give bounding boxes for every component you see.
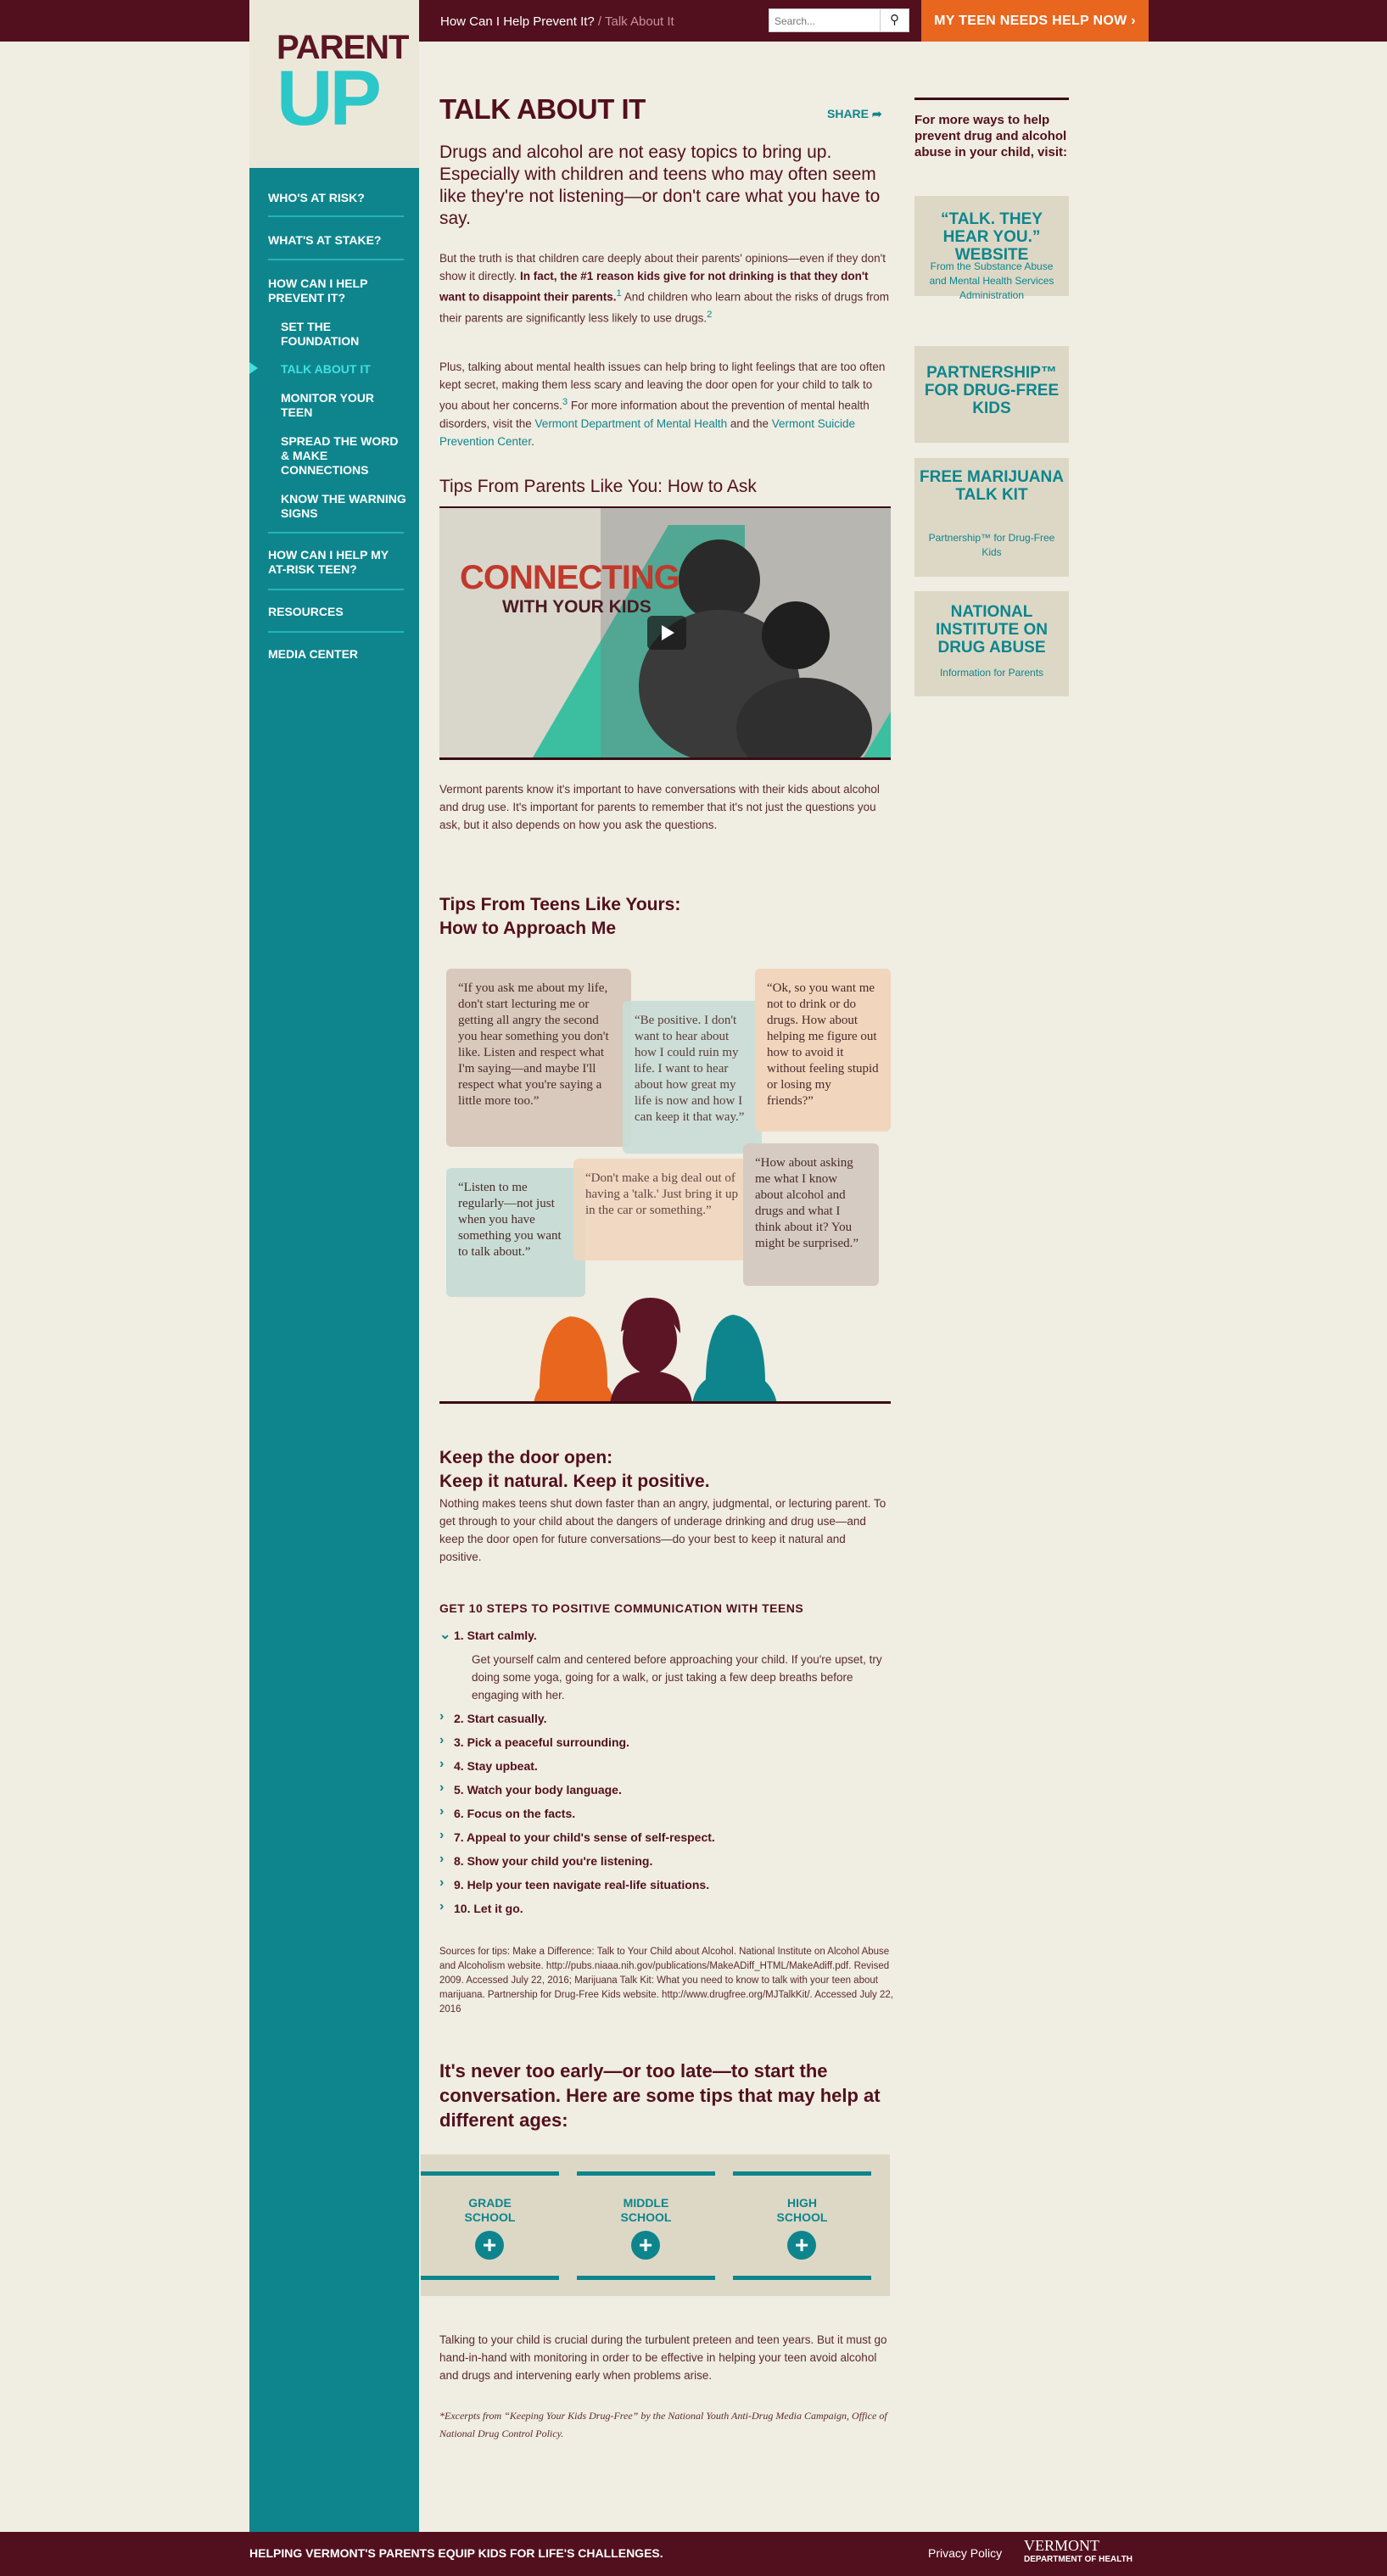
nav-divider bbox=[268, 532, 404, 534]
breadcrumb-parent-link[interactable]: How Can I Help Prevent It? bbox=[440, 14, 595, 29]
footer-tagline: HELPING VERMONT'S PARENTS EQUIP KIDS FOR LIFE'S CHALLENGES. bbox=[249, 2546, 663, 2560]
card-title: “TALK. THEY HEAR YOU.” WEBSITE bbox=[941, 210, 1043, 264]
age-label bbox=[577, 2196, 715, 2225]
card-subtitle: From the Substance Abuse and Mental Health Services Administration bbox=[929, 260, 1054, 301]
step-toggle-1[interactable]: 1. Start calmly. bbox=[454, 1629, 537, 1642]
age-label-line1: GRADE bbox=[468, 2196, 512, 2210]
door-paragraph: Nothing makes teens shut down faster than an angry, judgmental, or lecturing parent. To get through to your child about the dangers of underage drinking and drug use—and keep the door open for future conversations—do your best to keep it natural and positive. bbox=[439, 1497, 886, 1563]
search-box bbox=[769, 8, 909, 32]
resources-heading: For more ways to help prevent drug and alcohol abuse in your child, visit: bbox=[914, 98, 1069, 160]
nav-sub-set-the-foundation[interactable]: SET THE FOUNDATION bbox=[281, 320, 360, 348]
help-button-label: MY TEEN NEEDS HELP NOW bbox=[934, 14, 1127, 28]
card-subtitle: Information for Parents bbox=[939, 667, 1044, 679]
card-talk-they-hear-you[interactable] bbox=[914, 196, 1069, 301]
card-subtitle: Partnership™ for Drug-Free Kids bbox=[928, 532, 1055, 558]
mental-health-paragraph bbox=[439, 358, 891, 450]
chevron-down-icon[interactable]: ⌄ bbox=[439, 1628, 451, 1642]
p2-text-4: . bbox=[531, 434, 534, 448]
footnote-1-link[interactable]: 1 bbox=[616, 288, 622, 299]
breadcrumb-separator: / bbox=[594, 14, 605, 29]
age-label-line1: HIGH bbox=[787, 2196, 817, 2210]
nav-divider bbox=[268, 589, 404, 590]
divider bbox=[439, 1401, 891, 1404]
age-high-school[interactable] bbox=[733, 2171, 871, 2280]
teen-quote: “Ok, so you want me not to drink or do drugs. How about helping me figure out how to avoid it without feeling stupid or losing my friends?” bbox=[755, 969, 891, 1132]
intro-paragraph bbox=[439, 249, 891, 327]
teen-quote: “Be positive. I don't want to hear about how I could ruin my life. I want to hear about how great my life is now and how I can keep it that way.” bbox=[623, 1001, 762, 1154]
chevron-right-icon[interactable]: › bbox=[439, 1757, 445, 1771]
step-toggle-10[interactable]: 10. Let it go. bbox=[454, 1902, 523, 1915]
teen-quote: “Listen to me regularly—not just when you have something you want to talk about.” bbox=[446, 1168, 585, 1297]
footnote-2-link[interactable]: 2 bbox=[707, 309, 713, 320]
step-toggle-2[interactable]: 2. Start casually. bbox=[454, 1712, 547, 1725]
search-icon: ⚲ bbox=[890, 13, 899, 27]
ages-heading: It's never too early—or too late—to start the conversation. Here are some tips that may help at different ages: bbox=[439, 2060, 881, 2131]
video-title-connecting: CONNECTING bbox=[460, 559, 680, 596]
search-input[interactable] bbox=[775, 13, 876, 30]
chevron-right-icon[interactable]: › bbox=[439, 1899, 445, 1914]
p2-text-2: For more information about the prevention of mental health disorders, visit the bbox=[439, 399, 870, 430]
nav-sub-monitor-your-teen[interactable]: MONITOR YOUR TEEN bbox=[281, 391, 374, 419]
chevron-right-icon[interactable]: › bbox=[439, 1852, 445, 1866]
step-1-detail: Get yourself calm and centered before approaching your child. If you're upset, try doing some yoga, going for a walk, or just taking a few deep breaths before engaging with her. bbox=[472, 1653, 882, 1702]
plus-icon[interactable]: + bbox=[787, 2231, 816, 2260]
nav-divider bbox=[268, 631, 404, 633]
privacy-policy-link[interactable]: Privacy Policy bbox=[928, 2546, 1003, 2560]
video-caption: Vermont parents know it's important to have conversations with their kids about alcohol and drug use. It's important for parents to remember that it's not just the questions you ask, but it also depends on how you ask the questions. bbox=[439, 783, 880, 831]
chevron-right-icon[interactable]: › bbox=[439, 1780, 445, 1795]
door-heading bbox=[439, 1446, 898, 1494]
card-marijuana-talk-kit[interactable] bbox=[914, 458, 1069, 577]
chevron-right-icon[interactable]: › bbox=[439, 1875, 445, 1890]
age-middle-school[interactable] bbox=[577, 2171, 715, 2280]
nav-sub-talk-about-it[interactable]: TALK ABOUT IT bbox=[281, 362, 371, 376]
p2-text: Plus, talking about mental health issues can help bring to light feelings that are too often kept secret, making them less scary and leaving the door open for your child to talk to you about her concerns. bbox=[439, 360, 886, 412]
age-label-line2: SCHOOL bbox=[620, 2210, 672, 2224]
video-player[interactable] bbox=[439, 508, 891, 757]
chevron-right-icon[interactable]: › bbox=[439, 1709, 445, 1724]
vermont-health-logo[interactable] bbox=[1024, 2537, 1133, 2564]
nav-sub-spread-the-word[interactable]: SPREAD THE WORD & MAKE CONNECTIONS bbox=[281, 434, 399, 477]
footer bbox=[0, 2532, 1387, 2576]
nav-at-risk-teen[interactable]: HOW CAN I HELP MY AT-RISK TEEN? bbox=[268, 548, 389, 576]
vt-mental-health-link[interactable]: Vermont Department of Mental Health bbox=[534, 416, 728, 430]
chevron-right-icon[interactable]: › bbox=[439, 1733, 445, 1747]
steps-title: GET 10 STEPS TO POSITIVE COMMUNICATION WITH TEENS bbox=[439, 1601, 804, 1615]
nav-resources[interactable]: RESOURCES bbox=[268, 605, 344, 618]
vt-logo-dept: DEPARTMENT OF HEALTH bbox=[1024, 2555, 1133, 2564]
step-toggle-4[interactable]: 4. Stay upbeat. bbox=[454, 1759, 538, 1773]
logo-text-parent: PARENT bbox=[277, 29, 409, 66]
step-toggle-9[interactable]: 9. Help your teen navigate real-life situations. bbox=[454, 1878, 710, 1891]
teens-heading-line1: Tips From Teens Like Yours: bbox=[439, 895, 681, 914]
divider bbox=[439, 757, 891, 760]
nav-how-can-i-help-prevent[interactable]: HOW CAN I HELP PREVENT IT? bbox=[268, 277, 368, 305]
p1-text-2: And children who learn about the risks of drugs from their parents are significantly less likely to use drugs. bbox=[439, 290, 889, 324]
step-toggle-6[interactable]: 6. Focus on the facts. bbox=[454, 1807, 576, 1820]
teens-heading-line2: How to Approach Me bbox=[439, 919, 617, 938]
share-label: SHARE bbox=[827, 107, 870, 120]
teens-illustration bbox=[529, 1272, 801, 1404]
breadcrumb-current: Talk About It bbox=[605, 14, 674, 29]
step-toggle-8[interactable]: 8. Show your child you're listening. bbox=[454, 1854, 653, 1868]
age-grade-school[interactable] bbox=[421, 2171, 559, 2280]
age-label-line2: SCHOOL bbox=[776, 2210, 828, 2224]
age-label bbox=[421, 2196, 559, 2225]
card-partnership-drug-free-kids[interactable] bbox=[914, 346, 1069, 443]
card-national-institute-drug-abuse[interactable] bbox=[914, 591, 1069, 696]
share-arrow-icon: ➦ bbox=[871, 107, 882, 120]
nav-whos-at-risk[interactable]: WHO'S AT RISK? bbox=[268, 191, 365, 204]
vt-logo-name: VERMONT bbox=[1024, 2537, 1099, 2554]
plus-icon[interactable]: + bbox=[475, 2231, 504, 2260]
vt-suicide-prevention-link[interactable]: Vermont Suicide Prevention Center bbox=[439, 416, 856, 448]
closing-paragraph: Talking to your child is crucial during the turbulent preteen and teen years. But it must go hand-in-hand with monitoring in order to be effective in helping your teen avoid alcohol and drugs and intervening early when problems arise. bbox=[439, 2333, 887, 2382]
door-heading-line2: Keep it natural. Keep it positive. bbox=[439, 1472, 710, 1491]
nav-divider bbox=[268, 215, 404, 217]
video-title-with-your-kids: WITH YOUR KIDS bbox=[502, 597, 652, 617]
nav-whats-at-stake[interactable]: WHAT'S AT STAKE? bbox=[268, 233, 382, 247]
teen-quote: “How about asking me what I know about alcohol and drugs and what I think about it? You might be surprised.” bbox=[743, 1143, 879, 1286]
step-toggle-3[interactable]: 3. Pick a peaceful surrounding. bbox=[454, 1735, 629, 1749]
video-heading: Tips From Parents Like You: How to Ask bbox=[439, 477, 757, 496]
age-label-line1: MIDDLE bbox=[623, 2196, 669, 2210]
card-title: PARTNERSHIP™ FOR DRUG-FREE KIDS bbox=[924, 364, 1060, 417]
top-bar bbox=[0, 0, 1387, 42]
logo-text-up: UP bbox=[277, 55, 378, 142]
step-toggle-5[interactable]: 5. Watch your body language. bbox=[454, 1783, 622, 1796]
teen-quote: “If you ask me about my life, don't start lecturing me or getting all angry the second you hear something you don't like. Listen and respect what I'm saying—and maybe I'll respect what you're saying a little more too.” bbox=[446, 969, 631, 1147]
card-title: FREE MARIJUANA TALK KIT bbox=[920, 468, 1064, 504]
sidebar bbox=[249, 0, 419, 2532]
chevron-right-icon[interactable]: › bbox=[439, 1828, 445, 1842]
step-toggle-7[interactable]: 7. Appeal to your child's sense of self-respect. bbox=[454, 1830, 715, 1844]
teen-quote: “Don't make a big deal out of having a 'talk.' Just bring it up in the car or something.” bbox=[573, 1159, 760, 1260]
nav-divider bbox=[268, 259, 404, 260]
footnote-3-link[interactable]: 3 bbox=[562, 397, 568, 407]
teens-heading bbox=[439, 893, 898, 941]
active-indicator-arrow bbox=[249, 362, 258, 374]
door-heading-line1: Keep the door open: bbox=[439, 1448, 613, 1467]
share-button[interactable] bbox=[827, 107, 882, 121]
p2-text-3: and the bbox=[727, 416, 772, 430]
chevron-right-icon[interactable]: › bbox=[439, 1804, 445, 1819]
plus-icon[interactable]: + bbox=[631, 2231, 660, 2260]
sources-text: Sources for tips: Make a Difference: Talk to Your Child about Alcohol. National Institute on Alcohol Abuse and Alcoholism website. http://pubs.niaaa.nih.gov/publications/MakeADiff_HTML/MakeAdiff.pdf. Revised 2009. Accessed July 22, 2016; Marijuana Talk Kit: What you need to know to talk with your teen about marijuana. Partnership for Drug-Free Kids website. http://www.drugfree.org/MJTalkKit/. Accessed July 22, 2016 bbox=[439, 1947, 893, 2014]
excerpt-note: *Excerpts from “Keeping Your Kids Drug-Free” by the National Youth Anti-Drug Media Campaign, Office of National Drug Control Policy. bbox=[439, 2410, 887, 2439]
search-button[interactable] bbox=[880, 9, 909, 31]
age-label-line2: SCHOOL bbox=[464, 2210, 516, 2224]
age-label bbox=[733, 2196, 871, 2225]
nav-sub-know-the-warning-signs[interactable]: KNOW THE WARNING SIGNS bbox=[281, 492, 406, 520]
parent-up-logo[interactable] bbox=[249, 0, 419, 168]
chevron-right-icon: › bbox=[1131, 14, 1136, 28]
breadcrumb bbox=[440, 14, 674, 29]
nav-media-center[interactable]: MEDIA CENTER bbox=[268, 647, 359, 661]
p1-bold: In fact, the #1 reason kids give for not drinking is that they don't want to disappoint their parents. bbox=[439, 270, 869, 304]
page-title: TALK ABOUT IT bbox=[439, 93, 646, 125]
p1-text: But the truth is that children care deeply about their parents' opinions—even if they don't show it directly. bbox=[439, 252, 886, 282]
card-title: NATIONAL INSTITUTE ON DRUG ABUSE bbox=[936, 603, 1048, 657]
teen-needs-help-button[interactable] bbox=[921, 0, 1149, 42]
play-icon[interactable] bbox=[647, 616, 686, 650]
lead-paragraph: Drugs and alcohol are not easy topics to bring up. Especially with children and teens who may often seem like they're not listening—or don't care what you have to say. bbox=[439, 142, 881, 228]
